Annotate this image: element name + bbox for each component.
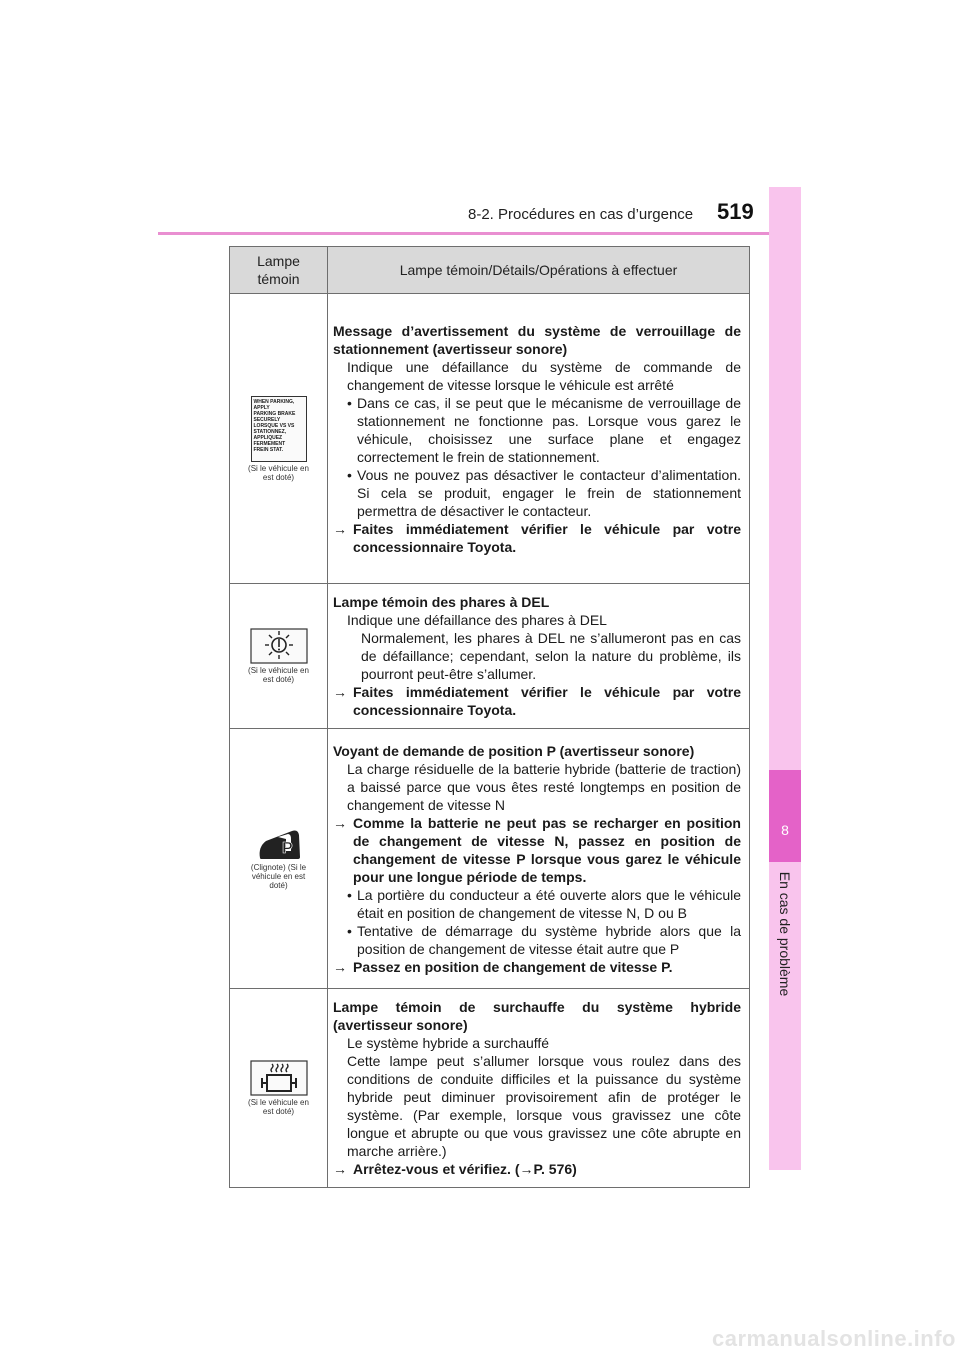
table-row (230, 989, 750, 1188)
lamp-cell (230, 294, 328, 584)
action-instruction: → Arrêtez-vous et vérifiez. (→P. 576) (333, 1161, 577, 1177)
arrow-icon: → (333, 520, 347, 537)
led-headlight-icon (250, 628, 308, 664)
action-instruction: → Comme la batterie ne peut pas se recharger en position de changement de vitesse N, passez en position de changement de vitesse P lorsque vous garez le véhicule pour une longue période de temps. (333, 814, 741, 885)
table-header-row (230, 247, 750, 294)
warning-lamp-table (229, 246, 750, 1188)
arrow-icon: → (333, 814, 347, 831)
lamp-description-detail: Normalement, les phares à DEL ne s’allumeront pas en cas de défaillance; cependant, selon la nature du problème, ils pourront peut-être s’allumer. (361, 630, 741, 682)
icon-text-line: LORSQUE VS VS (253, 422, 295, 429)
chapter-tab-marker (769, 770, 801, 862)
icon-text-line: APPLIQUEZ (253, 434, 283, 441)
arrow-icon: → (333, 1161, 347, 1177)
lamp-note: (Clignote) (Si le véhicule en est doté) (250, 863, 307, 890)
icon-text-line: FREIN STAT. (253, 446, 284, 453)
icon-text-line: STATIONNEZ, (253, 428, 287, 435)
lamp-cell (230, 584, 328, 729)
lamp-note: (Si le véhicule en est doté) (248, 666, 309, 684)
icon-text-line: WHEN PARKING, (253, 398, 295, 405)
icon-text-line: APPLY (253, 404, 270, 411)
lamp-description: Indique une défaillance du système de commande de changement de vitesse lorsque le véhicule est arrêté (347, 358, 741, 393)
action-instruction: → Passez en position de changement de vitesse P. (333, 958, 673, 975)
lamp-description-detail: Cette lampe peut s’allumer lorsque vous roulez dans des conditions de conduite difficiles et la puissance du système hybride peut diminuer provisoirement afin de protéger le système. (Par exemple, lorsque vous gravissez une côte longue et abrupte ou que vous gravissez une côte abrupte en marche arrière.) (347, 1053, 741, 1159)
bullet-item: • Vous ne pouvez pas désactiver le contacteur d’alimentation. Si cela se produit, engager le frein de stationnement permettra de désactiver le contacteur. (333, 466, 741, 520)
arrow-icon: → (333, 958, 347, 975)
table-row (230, 294, 750, 584)
details-cell (328, 294, 750, 584)
page-number: 519 (717, 199, 754, 224)
lamp-description: Le système hybride a surchauffé (347, 1035, 550, 1051)
details-cell (328, 584, 750, 729)
parking-lock-message-icon (251, 396, 307, 462)
svg-text:P: P (281, 840, 293, 857)
lamp-title: Voyant de demande de position P (avertisseur sonore) (333, 742, 695, 759)
lamp-note: (Si le véhicule en est doté) (248, 1098, 309, 1116)
table-row (230, 729, 750, 989)
lamp-title: Lampe témoin de surchauffe du système hybride (avertisseur sonore) (333, 999, 741, 1033)
icon-text-line: PARKING BRAKE (253, 410, 296, 417)
icon-text-line: FERMEMENT (253, 440, 286, 447)
lamp-title: Message d’avertissement du système de verrouillage de stationnement (avertisseur sonore) (333, 322, 741, 357)
watermark: carmanualsonline.info (712, 1326, 956, 1351)
chapter-title: En cas de problème (777, 871, 793, 997)
hybrid-overheat-icon (250, 1060, 308, 1096)
lamp-note: (Si le véhicule en est doté) (248, 463, 309, 482)
bullet-item: • Dans ce cas, il se peut que le mécanisme de verrouillage de stationnement ne fonctionne pas. Lorsque vous garez le véhicule, choisissez une surface plane et engagez correctement le frein de stationnement. (333, 394, 741, 466)
chapter-number: 8 (781, 822, 789, 838)
icon-text-line: SECURELY (253, 416, 281, 423)
column-header-details: Lampe témoin/Détails/Opérations à effectuer (328, 247, 750, 294)
details-cell (328, 989, 750, 1188)
lamp-title: Lampe témoin des phares à DEL (333, 594, 550, 610)
header-divider (158, 232, 800, 235)
action-instruction: → Faites immédiatement vérifier le véhicule par votre concessionnaire Toyota. (333, 520, 741, 555)
column-header-lamp: Lampe témoin (230, 247, 328, 294)
p-position-request-icon (256, 827, 302, 861)
lamp-description: La charge résiduelle de la batterie hybride (batterie de traction) a baissé parce que vous êtes resté longtemps en position de changement de vitesse N (347, 760, 741, 813)
bullet-item: • La portière du conducteur a été ouverte alors que le véhicule était en position de changement de vitesse N, D ou B (333, 886, 741, 922)
section-title: 8-2. Procédures en cas d’urgence (468, 206, 694, 223)
chapter-side-tab (769, 187, 801, 1170)
lamp-cell (230, 729, 328, 989)
action-instruction: → Faites immédiatement vérifier le véhicule par votre concessionnaire Toyota. (333, 684, 741, 718)
bullet-item: • Tentative de démarrage du système hybride alors que la position de changement de vitesse était autre que P (333, 922, 741, 958)
lamp-cell (230, 989, 328, 1188)
arrow-icon: → (333, 684, 347, 700)
details-cell (328, 729, 750, 989)
table-row (230, 584, 750, 729)
lamp-description: Indique une défaillance des phares à DEL (347, 612, 607, 628)
